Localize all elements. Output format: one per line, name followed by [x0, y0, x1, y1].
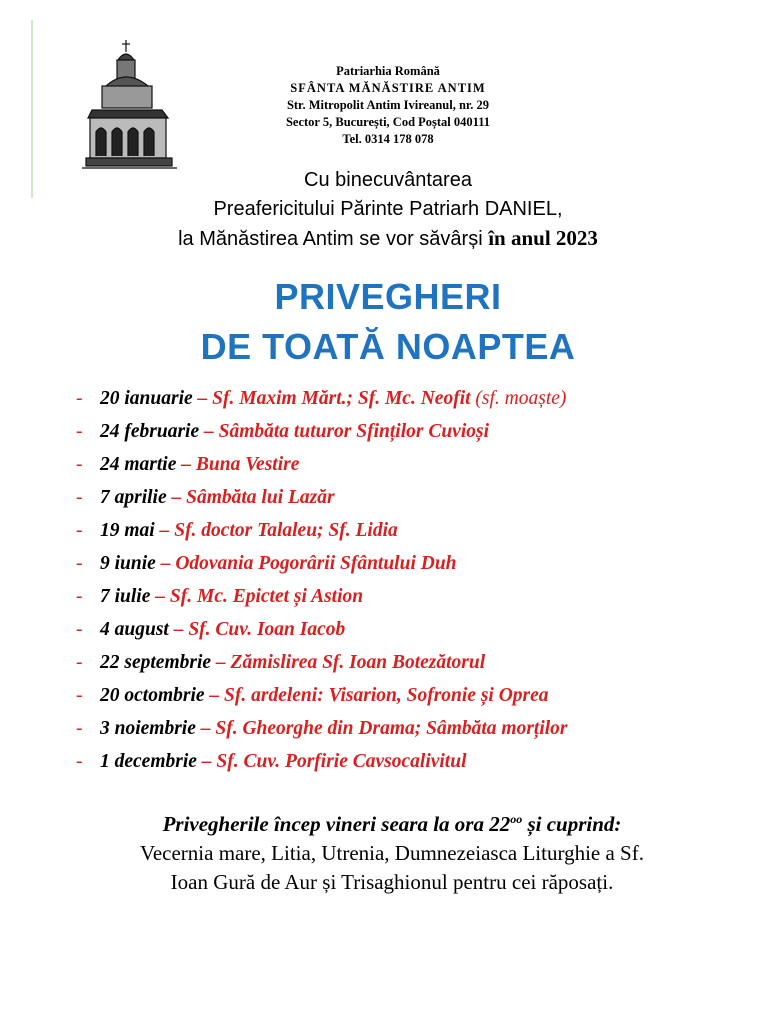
vigil-feast: – Sâmbăta tuturor Sfinților Cuvioși — [199, 421, 490, 442]
page-title — [0, 272, 768, 372]
vigil-date: 9 iunie — [100, 553, 156, 574]
list-dash: - — [76, 454, 83, 475]
vigil-date: 4 august — [100, 619, 169, 640]
city-address: Sector 5, București, Cod Poștal 040111 — [285, 115, 491, 129]
title-line-2: DE TOATĂ NOAPTEA — [200, 326, 576, 367]
footer-line-2: Vecernia mare, Litia, Utrenia, Dumnezeiasca Liturghie a Sf. — [140, 841, 644, 865]
vigil-item — [76, 714, 568, 747]
vigil-date: 22 septembrie — [100, 652, 212, 673]
vigil-list — [76, 384, 568, 780]
blessing-line-1: Cu binecuvântarea — [304, 169, 472, 191]
list-dash: - — [76, 685, 83, 706]
vigil-item — [76, 384, 568, 417]
vigil-note: (sf. moaște) — [470, 388, 567, 409]
footer-includes: și cuprind: — [522, 812, 622, 836]
list-dash: - — [76, 718, 83, 739]
vigil-feast: – Sf. Maxim Mărt.; Sf. Mc. Neofit — [192, 388, 471, 409]
list-dash: - — [76, 421, 83, 442]
footer-time-sup: oo — [510, 812, 523, 826]
vigil-item — [76, 681, 568, 714]
vigil-feast: – Sf. Mc. Epictet și Astion — [150, 586, 364, 607]
blessing-line-3-text: la Mănăstirea Antim se vor săvârși — [178, 228, 483, 250]
vigil-item — [76, 549, 568, 582]
church-logo — [82, 38, 177, 170]
vigil-item — [76, 516, 568, 549]
vigil-item — [76, 417, 568, 450]
list-dash: - — [76, 388, 83, 409]
monastery-header — [278, 63, 498, 148]
footer-line-1 — [0, 805, 768, 839]
vigil-date: 20 ianuarie — [100, 388, 193, 409]
vigil-date: 1 decembrie — [100, 751, 197, 772]
list-dash: - — [76, 652, 83, 673]
vigil-feast: – Sf. Cuv. Ioan Iacob — [168, 619, 346, 640]
vigil-feast: – Sf. ardeleni: Visarion, Sofronie și Oprea — [204, 685, 549, 706]
vigil-date: 7 iulie — [100, 586, 151, 607]
list-dash: - — [76, 586, 83, 607]
blessing-line-2: Preafericitului Părinte Patriarh DANIEL, — [213, 198, 563, 220]
phone-number: Tel. 0314 178 078 — [342, 132, 434, 146]
vigil-item — [76, 483, 568, 516]
vigil-date: 20 octombrie — [100, 685, 205, 706]
vigil-item — [76, 747, 568, 780]
vigil-date: 3 noiembrie — [100, 718, 196, 739]
title-line-1: PRIVEGHERI — [274, 276, 502, 317]
vigil-feast: – Sf. doctor Talaleu; Sf. Lidia — [154, 520, 398, 541]
blessing-text — [0, 166, 768, 254]
patriarchate-name: Patriarhia Română — [336, 64, 440, 78]
vigil-item — [76, 648, 568, 681]
footer-start-time: Privegherile încep vineri seara la ora 22 — [162, 812, 511, 836]
vigil-date: 24 martie — [100, 454, 177, 475]
street-address: Str. Mitropolit Antim Ivireanul, nr. 29 — [286, 98, 490, 112]
list-dash: - — [76, 520, 83, 541]
list-dash: - — [76, 553, 83, 574]
vigil-feast: – Buna Vestire — [176, 454, 300, 475]
vigil-item — [76, 450, 568, 483]
vigil-item — [76, 582, 568, 615]
blessing-line-3 — [0, 224, 768, 254]
list-dash: - — [76, 751, 83, 772]
vigil-item — [76, 615, 568, 648]
vigil-feast: – Odovania Pogorârii Sfântului Duh — [155, 553, 457, 574]
vigil-feast: – Sf. Gheorghe din Drama; Sâmbăta morților — [195, 718, 568, 739]
monastery-name: SFÂNTA MĂNĂSTIRE ANTIM — [290, 81, 486, 95]
vigil-date: 24 februarie — [100, 421, 200, 442]
footer-line-3: Ioan Gură de Aur și Trisaghionul pentru cei răposați. — [170, 870, 614, 894]
list-dash: - — [76, 619, 83, 640]
vigil-feast: – Sf. Cuv. Porfirie Cavsocalivitul — [196, 751, 467, 772]
footer-text — [0, 805, 768, 897]
vigil-feast: – Zămislirea Sf. Ioan Botezătorul — [211, 652, 486, 673]
year-phrase: în anul 2023 — [488, 226, 598, 250]
vigil-date: 19 mai — [100, 520, 155, 541]
vigil-feast: – Sâmbăta lui Lazăr — [166, 487, 335, 508]
list-dash: - — [76, 487, 83, 508]
vigil-date: 7 aprilie — [100, 487, 167, 508]
